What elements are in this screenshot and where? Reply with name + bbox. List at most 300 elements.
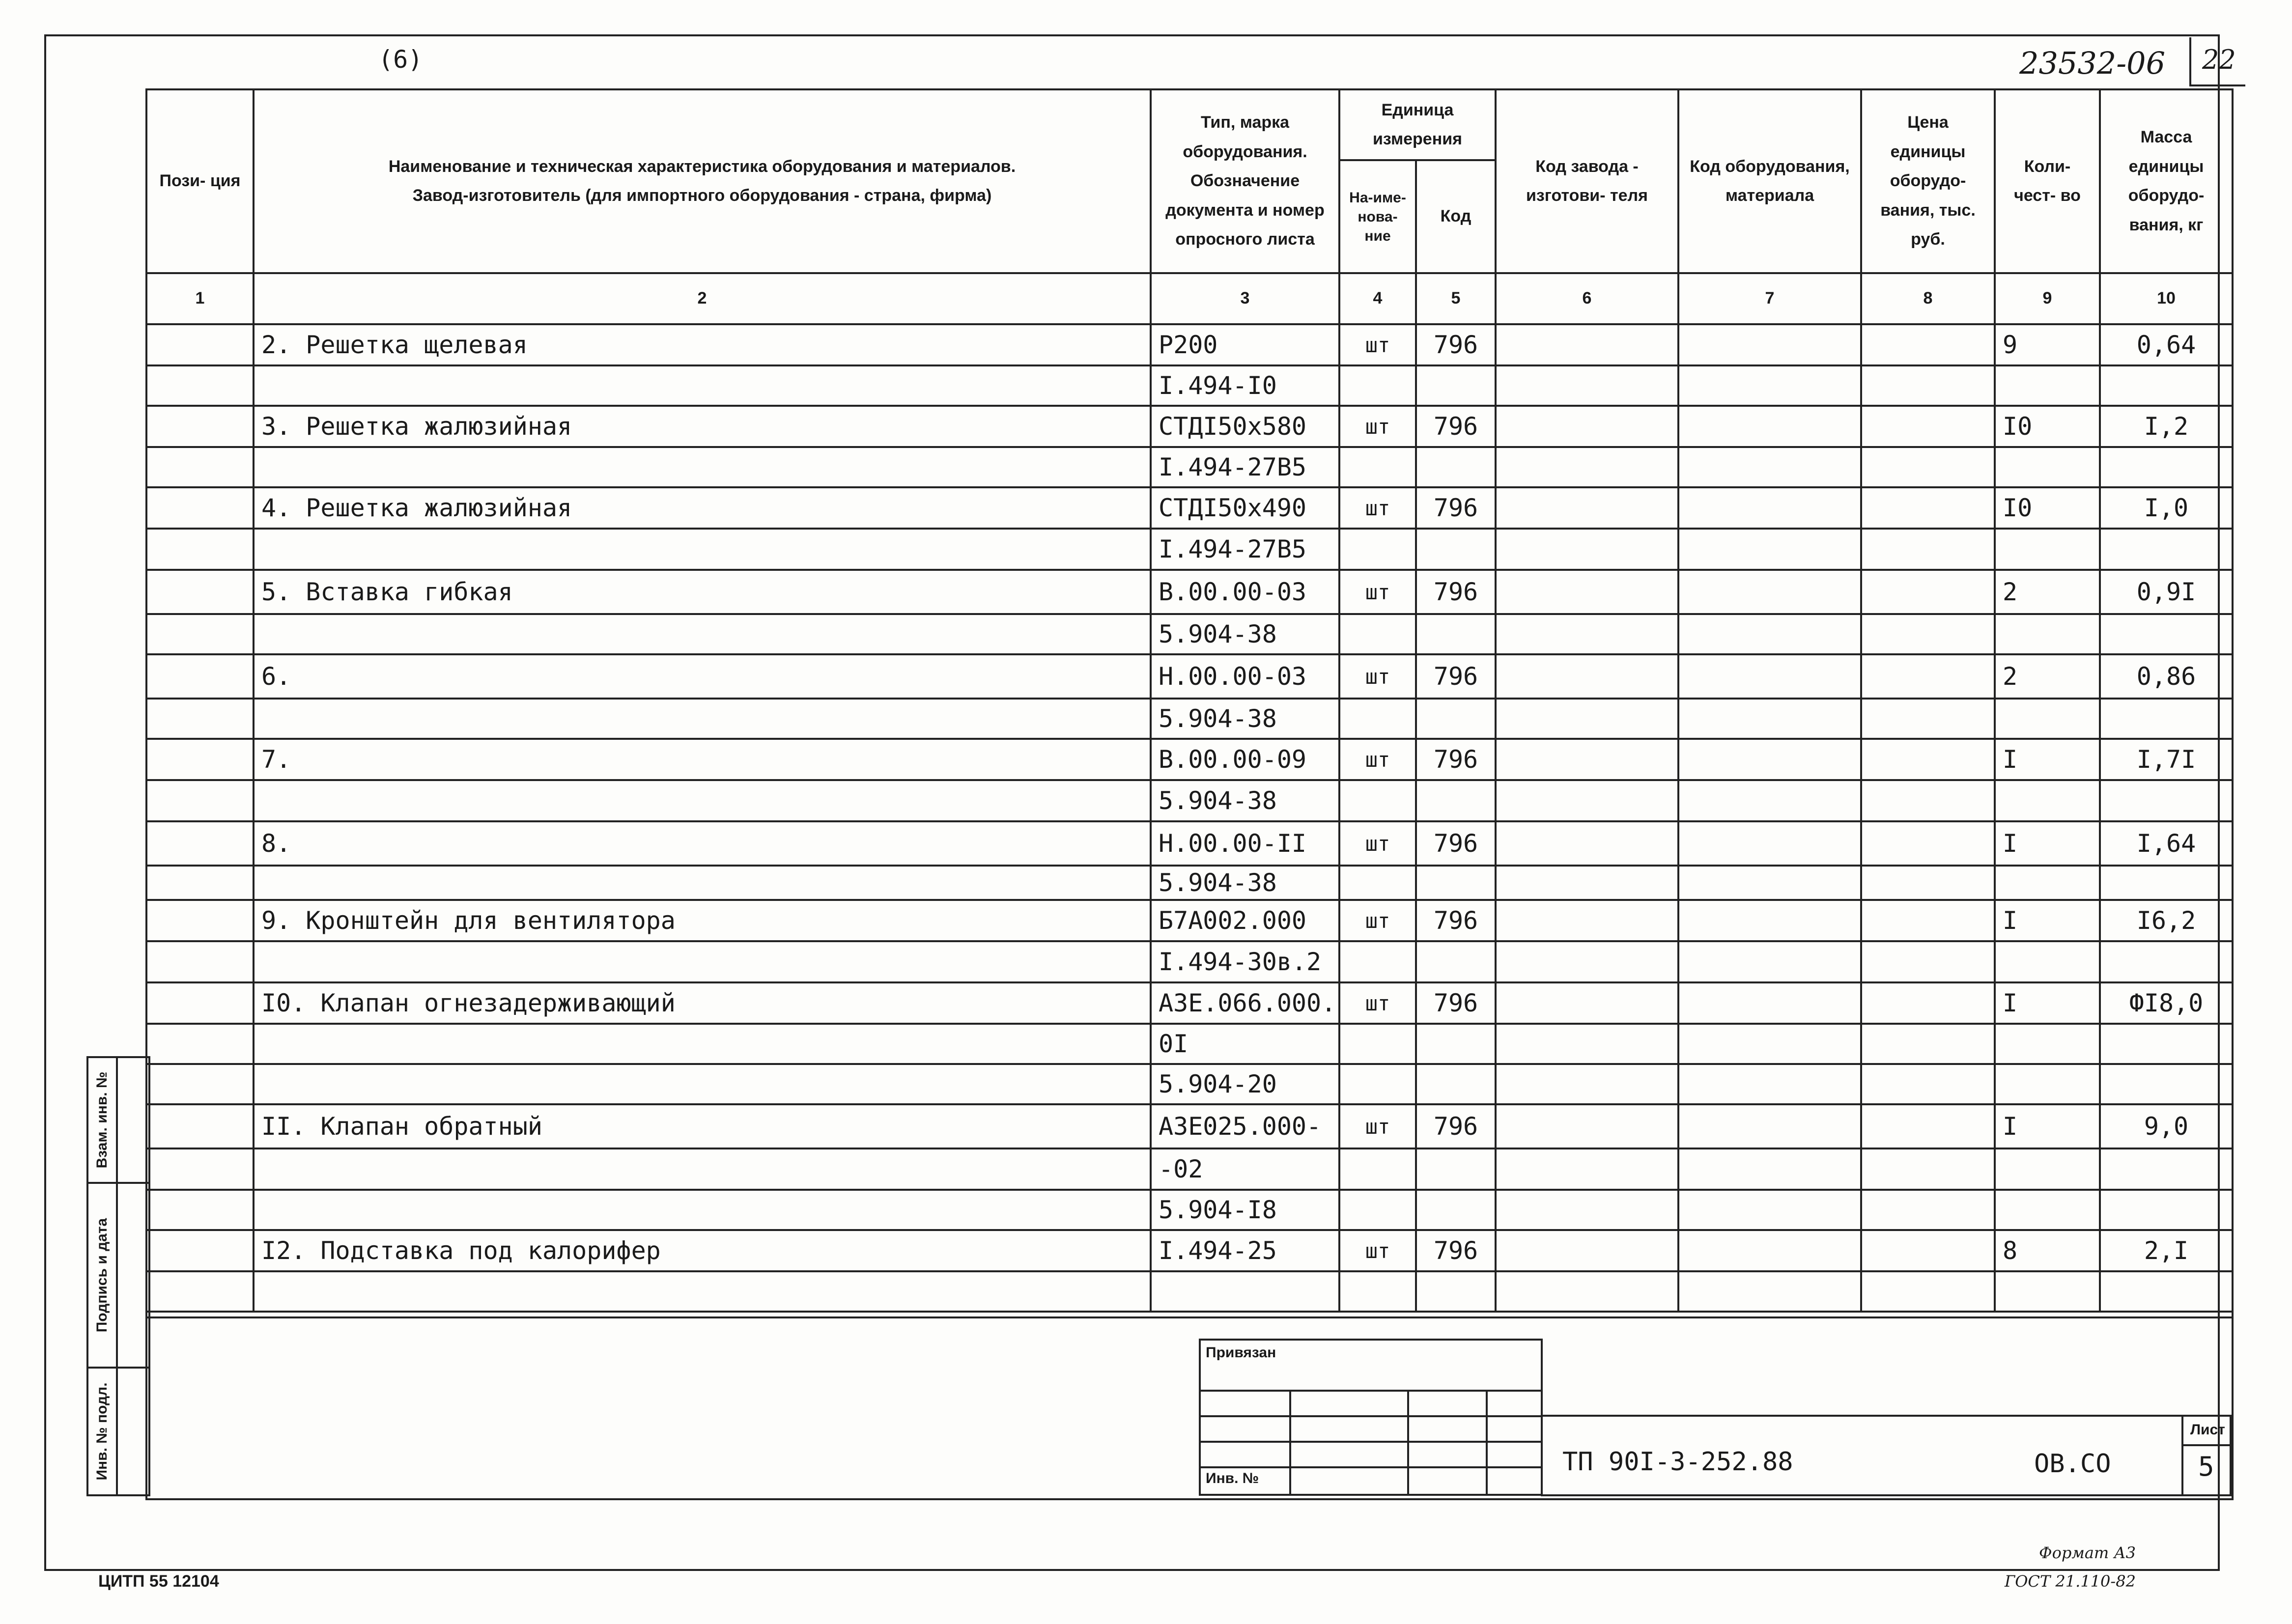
cell-qty: I	[1995, 982, 2100, 1024]
cell-name: 6.	[254, 654, 1151, 699]
cell-unit	[1339, 1148, 1416, 1190]
cell-price	[1861, 821, 1995, 866]
cell-type: I.494-I0	[1151, 365, 1339, 406]
col-number: 1	[146, 273, 254, 324]
cell-equipment-code	[1678, 739, 1861, 780]
col-number: 7	[1678, 273, 1861, 324]
cell-qty: I0	[1995, 406, 2100, 447]
cell-qty	[1995, 1064, 2100, 1104]
col-number: 2	[254, 273, 1151, 324]
cell-price	[1861, 1104, 1995, 1148]
page-marker: (6)	[378, 45, 423, 74]
col-number: 4	[1339, 273, 1416, 324]
sheet-corner-box	[2189, 37, 2245, 86]
cell-code: 796	[1416, 1104, 1496, 1148]
cell-type: I.494-27В5	[1151, 447, 1339, 487]
header-row	[146, 89, 2233, 160]
cell-unit	[1339, 941, 1416, 982]
cell-mass	[2100, 866, 2233, 900]
cell-unit: шт	[1339, 900, 1416, 941]
cell-qty: 2	[1995, 654, 2100, 699]
inv-label: Инв. №	[1206, 1470, 1259, 1486]
title-block-divider	[145, 1316, 2232, 1318]
cell-qty	[1995, 529, 2100, 570]
cell-code	[1416, 699, 1496, 739]
cell-price	[1861, 900, 1995, 941]
cell-type: Р200	[1151, 324, 1339, 365]
cell-name	[254, 447, 1151, 487]
cell-code: 796	[1416, 406, 1496, 447]
cell-factory-code	[1496, 654, 1678, 699]
cell-qty	[1995, 1024, 2100, 1064]
cell-type: Н.00.00-03	[1151, 654, 1339, 699]
cell-code	[1416, 365, 1496, 406]
side-stamp-label: Подпись и дата	[94, 1218, 110, 1333]
table-row	[146, 570, 2233, 614]
col-unit-name-header: На-име-нова-ние	[1339, 160, 1416, 273]
cell-position	[146, 821, 254, 866]
cell-factory-code	[1496, 1104, 1678, 1148]
table-row	[146, 447, 2233, 487]
cell-mass: 2,I	[2100, 1230, 2233, 1271]
cell-name: II. Клапан обратный	[254, 1104, 1151, 1148]
table-row	[146, 739, 2233, 780]
cell-qty: 9	[1995, 324, 2100, 365]
cell-qty	[1995, 447, 2100, 487]
cell-mass	[2100, 447, 2233, 487]
col-number: 3	[1151, 273, 1339, 324]
cell-type: 5.904-38	[1151, 699, 1339, 739]
table-row	[146, 1148, 2233, 1190]
table-row	[146, 900, 2233, 941]
col-number: 6	[1496, 273, 1678, 324]
cell-qty	[1995, 365, 2100, 406]
cell-mass	[2100, 1271, 2233, 1312]
doc-code: ТП 90I-3-252.88	[1562, 1447, 1793, 1477]
cell-code	[1416, 1190, 1496, 1230]
linked-label: Привязан	[1206, 1344, 1276, 1361]
cell-equipment-code	[1678, 406, 1861, 447]
cell-mass: I,7I	[2100, 739, 2233, 780]
cell-equipment-code	[1678, 1064, 1861, 1104]
cell-mass: 0,64	[2100, 324, 2233, 365]
cell-price	[1861, 570, 1995, 614]
cell-qty: I	[1995, 900, 2100, 941]
cell-price	[1861, 1271, 1995, 1312]
cell-equipment-code	[1678, 365, 1861, 406]
table-row	[146, 699, 2233, 739]
cell-qty	[1995, 614, 2100, 654]
cell-price	[1861, 614, 1995, 654]
cell-name	[254, 1271, 1151, 1312]
cell-price	[1861, 487, 1995, 529]
cell-factory-code	[1496, 941, 1678, 982]
cell-name	[254, 1190, 1151, 1230]
footer-left-code: ЦИТП 55 12104	[98, 1572, 219, 1591]
cell-equipment-code	[1678, 570, 1861, 614]
cell-factory-code	[1496, 1230, 1678, 1271]
cell-type: В.00.00-03	[1151, 570, 1339, 614]
table-row	[146, 1064, 2233, 1104]
cell-equipment-code	[1678, 1230, 1861, 1271]
cell-equipment-code	[1678, 614, 1861, 654]
cell-price	[1861, 406, 1995, 447]
cell-mass	[2100, 614, 2233, 654]
cell-unit	[1339, 1190, 1416, 1230]
cell-code: 796	[1416, 1230, 1496, 1271]
cell-equipment-code	[1678, 1104, 1861, 1148]
cell-code	[1416, 1148, 1496, 1190]
cell-price	[1861, 654, 1995, 699]
cell-unit	[1339, 365, 1416, 406]
col-position-header: Пози- ция	[146, 89, 254, 273]
sheet-number: 5	[2198, 1451, 2214, 1482]
table-row	[146, 654, 2233, 699]
col-number: 9	[1995, 273, 2100, 324]
cell-unit	[1339, 1271, 1416, 1312]
cell-mass: ФI8,0	[2100, 982, 2233, 1024]
cell-unit: шт	[1339, 406, 1416, 447]
table-row	[146, 1190, 2233, 1230]
cell-type: А3Е025.000-	[1151, 1104, 1339, 1148]
cell-type: СТДI50х580	[1151, 406, 1339, 447]
cell-type: I.494-27В5	[1151, 529, 1339, 570]
cell-qty	[1995, 780, 2100, 821]
col-name-header: Наименование и техническая характеристика оборудования и материалов. Завод-изготовитель (для импортного оборудования - страна, фирма)	[254, 89, 1151, 273]
cell-unit	[1339, 1064, 1416, 1104]
cell-factory-code	[1496, 866, 1678, 900]
cell-unit: шт	[1339, 1230, 1416, 1271]
table-row	[146, 1024, 2233, 1064]
cell-mass	[2100, 780, 2233, 821]
cell-qty: 8	[1995, 1230, 2100, 1271]
cell-unit: шт	[1339, 487, 1416, 529]
cell-unit: шт	[1339, 739, 1416, 780]
table-row	[146, 866, 2233, 900]
cell-price	[1861, 1190, 1995, 1230]
cell-factory-code	[1496, 570, 1678, 614]
column-number-row	[146, 273, 2233, 324]
cell-name: 5. Вставка гибкая	[254, 570, 1151, 614]
cell-price	[1861, 365, 1995, 406]
specification-body	[146, 324, 2233, 1312]
cell-position	[146, 1230, 254, 1271]
cell-type: -02	[1151, 1148, 1339, 1190]
col-number: 10	[2100, 273, 2233, 324]
col-unit-code-header: Код	[1416, 160, 1496, 273]
cell-price	[1861, 780, 1995, 821]
cell-position	[146, 982, 254, 1024]
cell-name: 9. Кронштейн для вентилятора	[254, 900, 1151, 941]
cell-name	[254, 941, 1151, 982]
cell-factory-code	[1496, 780, 1678, 821]
cell-position	[146, 1064, 254, 1104]
cell-equipment-code	[1678, 1148, 1861, 1190]
table-row	[146, 324, 2233, 365]
linked-stamp	[1199, 1339, 1543, 1496]
cell-name: 2. Решетка щелевая	[254, 324, 1151, 365]
table-row	[146, 529, 2233, 570]
cell-factory-code	[1496, 699, 1678, 739]
cell-unit	[1339, 614, 1416, 654]
cell-equipment-code	[1678, 941, 1861, 982]
cell-type: I.494-30в.2	[1151, 941, 1339, 982]
cell-unit: шт	[1339, 1104, 1416, 1148]
cell-qty: I0	[1995, 487, 2100, 529]
cell-mass	[2100, 1190, 2233, 1230]
cell-mass	[2100, 941, 2233, 982]
cell-type: 5.904-38	[1151, 614, 1339, 654]
cell-code: 796	[1416, 982, 1496, 1024]
section-code: ОВ.СО	[2034, 1449, 2111, 1479]
cell-position	[146, 447, 254, 487]
col-equipment-code-header: Код оборудования, материала	[1678, 89, 1861, 273]
cell-qty: 2	[1995, 570, 2100, 614]
cell-name	[254, 365, 1151, 406]
col-mass-header: Масса единицы оборудо-вания, кг	[2100, 89, 2233, 273]
cell-equipment-code	[1678, 324, 1861, 365]
cell-code: 796	[1416, 654, 1496, 699]
cell-price	[1861, 866, 1995, 900]
cell-type: 5.904-20	[1151, 1064, 1339, 1104]
sheet-corner-number: 22	[2202, 44, 2236, 75]
cell-code	[1416, 1064, 1496, 1104]
specification-table	[145, 88, 2234, 1313]
cell-unit: шт	[1339, 982, 1416, 1024]
cell-price	[1861, 447, 1995, 487]
cell-position	[146, 739, 254, 780]
cell-position	[146, 614, 254, 654]
cell-qty: I	[1995, 1104, 2100, 1148]
cell-unit	[1339, 866, 1416, 900]
cell-price	[1861, 739, 1995, 780]
footer-gost: ГОСТ 21.110-82	[2005, 1572, 2136, 1591]
table-row	[146, 1104, 2233, 1148]
table-row	[146, 941, 2233, 982]
cell-code: 796	[1416, 821, 1496, 866]
cell-qty	[1995, 1148, 2100, 1190]
cell-mass	[2100, 529, 2233, 570]
col-qty-header: Коли- чест- во	[1995, 89, 2100, 273]
cell-name	[254, 529, 1151, 570]
cell-unit: шт	[1339, 324, 1416, 365]
cell-mass	[2100, 365, 2233, 406]
cell-equipment-code	[1678, 780, 1861, 821]
cell-mass: 0,86	[2100, 654, 2233, 699]
cell-factory-code	[1496, 1190, 1678, 1230]
cell-price	[1861, 1064, 1995, 1104]
cell-unit: шт	[1339, 821, 1416, 866]
cell-mass	[2100, 1064, 2233, 1104]
cell-name: 3. Решетка жалюзийная	[254, 406, 1151, 447]
cell-position	[146, 529, 254, 570]
cell-name	[254, 780, 1151, 821]
table-row	[146, 1271, 2233, 1312]
cell-factory-code	[1496, 406, 1678, 447]
cell-qty: I	[1995, 821, 2100, 866]
cell-qty	[1995, 866, 2100, 900]
cell-code: 796	[1416, 324, 1496, 365]
cell-factory-code	[1496, 739, 1678, 780]
cell-position	[146, 365, 254, 406]
side-stamp-label: Взам. инв. №	[94, 1071, 110, 1169]
table-row	[146, 406, 2233, 447]
cell-factory-code	[1496, 324, 1678, 365]
cell-name	[254, 866, 1151, 900]
cell-code	[1416, 1271, 1496, 1312]
cell-unit	[1339, 447, 1416, 487]
cell-price	[1861, 1148, 1995, 1190]
cell-type: 5.904-I8	[1151, 1190, 1339, 1230]
cell-unit: шт	[1339, 654, 1416, 699]
cell-factory-code	[1496, 447, 1678, 487]
cell-qty	[1995, 941, 2100, 982]
cell-equipment-code	[1678, 1190, 1861, 1230]
cell-position	[146, 780, 254, 821]
cell-mass: I,0	[2100, 487, 2233, 529]
table-row	[146, 365, 2233, 406]
cell-factory-code	[1496, 1148, 1678, 1190]
table-row	[146, 982, 2233, 1024]
cell-code	[1416, 529, 1496, 570]
cell-unit	[1339, 699, 1416, 739]
cell-equipment-code	[1678, 529, 1861, 570]
cell-unit	[1339, 1024, 1416, 1064]
cell-position	[146, 1104, 254, 1148]
cell-position	[146, 1024, 254, 1064]
cell-type: Н.00.00-II	[1151, 821, 1339, 866]
cell-equipment-code	[1678, 1024, 1861, 1064]
main-stamp	[1541, 1415, 2232, 1496]
cell-qty: I	[1995, 739, 2100, 780]
table-row	[146, 821, 2233, 866]
cell-equipment-code	[1678, 900, 1861, 941]
cell-price	[1861, 982, 1995, 1024]
cell-position	[146, 1190, 254, 1230]
cell-factory-code	[1496, 900, 1678, 941]
cell-position	[146, 900, 254, 941]
cell-mass	[2100, 699, 2233, 739]
cell-type: 5.904-38	[1151, 780, 1339, 821]
cell-unit: шт	[1339, 570, 1416, 614]
col-number: 5	[1416, 273, 1496, 324]
table-row	[146, 614, 2233, 654]
cell-name	[254, 1024, 1151, 1064]
cell-name: 8.	[254, 821, 1151, 866]
cell-price	[1861, 529, 1995, 570]
cell-price	[1861, 1024, 1995, 1064]
cell-price	[1861, 941, 1995, 982]
cell-code: 796	[1416, 487, 1496, 529]
cell-name	[254, 614, 1151, 654]
cell-position	[146, 941, 254, 982]
cell-code	[1416, 447, 1496, 487]
cell-unit	[1339, 780, 1416, 821]
cell-code: 796	[1416, 570, 1496, 614]
doc-number: 23532-06	[2019, 45, 2166, 81]
cell-position	[146, 699, 254, 739]
side-stamp-label: Инв. № подл.	[94, 1382, 110, 1481]
cell-position	[146, 406, 254, 447]
cell-price	[1861, 324, 1995, 365]
cell-name	[254, 1148, 1151, 1190]
cell-price	[1861, 699, 1995, 739]
side-stamp-original-inv	[86, 1367, 150, 1496]
cell-code	[1416, 941, 1496, 982]
table-row	[146, 1230, 2233, 1271]
cell-equipment-code	[1678, 654, 1861, 699]
cell-factory-code	[1496, 1064, 1678, 1104]
cell-type: 0I	[1151, 1024, 1339, 1064]
cell-equipment-code	[1678, 487, 1861, 529]
cell-mass: I6,2	[2100, 900, 2233, 941]
cell-type: Б7А002.000	[1151, 900, 1339, 941]
cell-qty	[1995, 1190, 2100, 1230]
table-row	[146, 487, 2233, 529]
cell-type: I.494-25	[1151, 1230, 1339, 1271]
cell-price	[1861, 1230, 1995, 1271]
cell-position	[146, 1148, 254, 1190]
cell-name: 4. Решетка жалюзийная	[254, 487, 1151, 529]
cell-factory-code	[1496, 365, 1678, 406]
cell-code: 796	[1416, 739, 1496, 780]
cell-code: 796	[1416, 900, 1496, 941]
cell-code	[1416, 1024, 1496, 1064]
cell-factory-code	[1496, 529, 1678, 570]
cell-name	[254, 1064, 1151, 1104]
cell-type: 5.904-38	[1151, 866, 1339, 900]
cell-qty	[1995, 699, 2100, 739]
cell-equipment-code	[1678, 1271, 1861, 1312]
cell-factory-code	[1496, 1024, 1678, 1064]
cell-mass: I,64	[2100, 821, 2233, 866]
side-stamp-signature	[86, 1182, 150, 1369]
cell-equipment-code	[1678, 447, 1861, 487]
cell-equipment-code	[1678, 866, 1861, 900]
unit-group-header: Единица измерения	[1339, 89, 1496, 160]
cell-type	[1151, 1271, 1339, 1312]
sheet-label: Лист	[2190, 1422, 2225, 1438]
cell-mass: I,2	[2100, 406, 2233, 447]
cell-mass: 0,9I	[2100, 570, 2233, 614]
cell-equipment-code	[1678, 699, 1861, 739]
cell-mass	[2100, 1024, 2233, 1064]
cell-position	[146, 570, 254, 614]
cell-type: СТДI50х490	[1151, 487, 1339, 529]
cell-code	[1416, 614, 1496, 654]
side-stamp-replace-inv	[86, 1056, 150, 1184]
cell-mass	[2100, 1148, 2233, 1190]
cell-mass: 9,0	[2100, 1104, 2233, 1148]
cell-position	[146, 1271, 254, 1312]
cell-position	[146, 324, 254, 365]
cell-position	[146, 654, 254, 699]
col-number: 8	[1861, 273, 1995, 324]
cell-factory-code	[1496, 614, 1678, 654]
table-row	[146, 780, 2233, 821]
cell-code	[1416, 866, 1496, 900]
cell-factory-code	[1496, 1271, 1678, 1312]
cell-name: I2. Подставка под калорифер	[254, 1230, 1151, 1271]
cell-equipment-code	[1678, 821, 1861, 866]
cell-code	[1416, 780, 1496, 821]
cell-factory-code	[1496, 821, 1678, 866]
cell-position	[146, 866, 254, 900]
cell-factory-code	[1496, 982, 1678, 1024]
cell-qty	[1995, 1271, 2100, 1312]
cell-name: I0. Клапан огнезадерживающий	[254, 982, 1151, 1024]
cell-name	[254, 699, 1151, 739]
